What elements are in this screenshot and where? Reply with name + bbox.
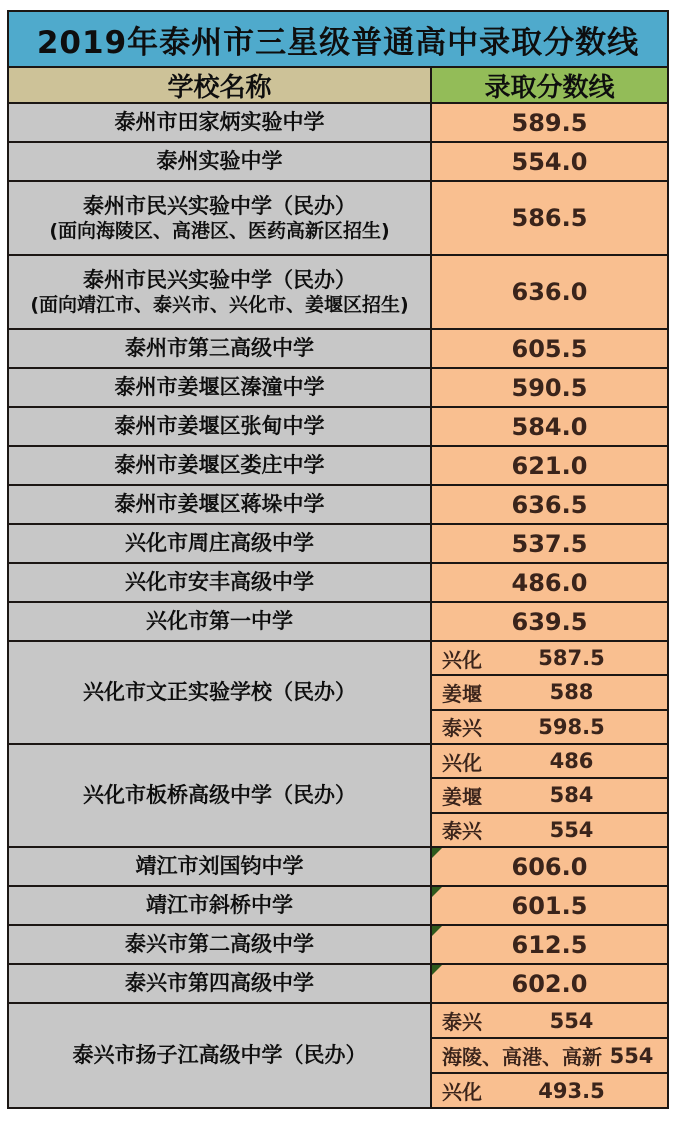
table-header-row	[9, 68, 667, 104]
score-cell	[432, 256, 667, 328]
school-name: 泰州市第三高级中学	[125, 336, 314, 361]
cell-corner-marker-icon	[432, 848, 442, 858]
score-cell	[432, 642, 667, 743]
region-label: 姜堰	[442, 681, 482, 706]
region-score-value: 554	[549, 1008, 594, 1033]
school-name: 泰州实验中学	[156, 149, 283, 174]
table-row	[9, 447, 667, 486]
score-cell	[432, 965, 667, 1002]
school-name: 泰州市姜堰区娄庄中学	[114, 453, 325, 478]
page-title: 2019年泰州市三星级普通高中录取分数线	[9, 12, 667, 68]
school-name: 泰兴市扬子江高级中学（民办）	[72, 1043, 367, 1068]
score-sub-row	[432, 676, 667, 710]
school-name-cell	[9, 887, 432, 924]
region-score-value: 554	[609, 1043, 654, 1068]
table-row	[9, 143, 667, 182]
region-score-value: 598.5	[538, 714, 605, 739]
school-name: 靖江市斜桥中学	[146, 893, 293, 918]
score-sub-row	[432, 642, 667, 676]
score-cell	[432, 182, 667, 254]
score-sub-row	[432, 1074, 667, 1107]
table-row	[9, 564, 667, 603]
school-name: 兴化市周庄高级中学	[125, 531, 314, 556]
score-value: 621.0	[511, 451, 588, 480]
school-name: 泰州市田家炳实验中学	[114, 110, 325, 135]
school-name: 泰州市姜堰区张甸中学	[114, 414, 325, 439]
school-name-cell	[9, 745, 432, 846]
school-name: 兴化市第一中学	[146, 609, 293, 634]
table-row	[9, 369, 667, 408]
table-row	[9, 408, 667, 447]
region-score-value: 588	[549, 680, 594, 705]
school-name: 泰州市民兴实验中学（民办）	[83, 194, 356, 219]
table-row	[9, 486, 667, 525]
school-name-cell	[9, 1004, 432, 1107]
region-score-value: 554	[549, 817, 594, 842]
score-cell	[432, 564, 667, 601]
score-value: 636.5	[511, 490, 588, 519]
school-name: 泰州市民兴实验中学（民办）	[83, 268, 356, 293]
table-row	[9, 965, 667, 1004]
region-label: 姜堰	[442, 784, 482, 809]
region-label: 兴化	[442, 647, 482, 672]
score-sub-row	[432, 711, 667, 743]
school-name-cell	[9, 965, 432, 1002]
table-body	[9, 104, 667, 1107]
score-value: 537.5	[511, 529, 588, 558]
score-value: 590.5	[511, 373, 588, 402]
school-name: 兴化市文正实验学校（民办）	[83, 680, 356, 705]
score-cell	[432, 745, 667, 846]
table-row	[9, 887, 667, 926]
table-row	[9, 104, 667, 143]
score-value: 554.0	[511, 147, 588, 176]
school-name-cell	[9, 104, 432, 141]
score-cell	[432, 848, 667, 885]
region-label: 泰兴	[442, 1010, 482, 1034]
school-name-cell	[9, 182, 432, 254]
score-cell	[432, 330, 667, 367]
region-label: 泰兴	[442, 716, 482, 741]
school-name-cell	[9, 525, 432, 562]
score-value: 612.5	[511, 930, 588, 959]
table-row	[9, 926, 667, 965]
region-label: 泰兴	[442, 819, 482, 844]
school-name: 泰兴市第二高级中学	[125, 932, 314, 957]
score-cell	[432, 408, 667, 445]
score-value: 586.5	[511, 204, 588, 232]
score-value: 605.5	[511, 334, 588, 363]
score-value: 639.5	[511, 607, 588, 636]
school-name-cell	[9, 564, 432, 601]
table-row	[9, 182, 667, 256]
score-sub-row	[432, 1004, 667, 1039]
school-admission-scope-note: (面向靖江市、泰兴市、兴化市、姜堰区招生)	[30, 293, 409, 316]
region-score-value: 486	[549, 749, 594, 774]
school-name-cell	[9, 848, 432, 885]
school-name-cell	[9, 256, 432, 328]
table-row	[9, 642, 667, 745]
score-value: 636.0	[511, 278, 588, 306]
score-cell	[432, 926, 667, 963]
school-name: 兴化市安丰高级中学	[125, 570, 314, 595]
cell-corner-marker-icon	[432, 965, 442, 975]
table-row	[9, 256, 667, 330]
school-name-cell	[9, 330, 432, 367]
region-label: 兴化	[442, 750, 482, 775]
school-name-cell	[9, 408, 432, 445]
cell-corner-marker-icon	[432, 926, 442, 936]
table-row	[9, 1004, 667, 1107]
school-name-cell	[9, 486, 432, 523]
school-name-cell	[9, 642, 432, 743]
column-header-school-name	[9, 68, 432, 102]
school-name-cell	[9, 369, 432, 406]
region-score-value: 493.5	[538, 1078, 605, 1103]
school-name: 兴化市板桥高级中学（民办）	[83, 783, 356, 808]
region-label: 兴化	[442, 1080, 482, 1104]
region-label: 海陵、高港、高新	[442, 1045, 602, 1069]
score-cell	[432, 447, 667, 484]
score-cell	[432, 1004, 667, 1107]
column-header-score-line	[432, 68, 667, 102]
school-name-cell	[9, 926, 432, 963]
school-name-cell	[9, 143, 432, 180]
score-cell	[432, 887, 667, 924]
score-cell	[432, 143, 667, 180]
score-value: 584.0	[511, 412, 588, 441]
school-name-header-label: 学校名称	[167, 72, 272, 103]
table-row	[9, 525, 667, 564]
score-sub-row	[432, 1039, 667, 1074]
school-name: 靖江市刘国钧中学	[135, 854, 304, 879]
table-row	[9, 330, 667, 369]
score-line-header-label: 录取分数线	[484, 72, 615, 103]
region-score-value: 584	[549, 783, 594, 808]
school-name: 泰州市姜堰区蒋垛中学	[114, 492, 325, 517]
region-score-value: 587.5	[538, 646, 605, 671]
score-sub-row	[432, 745, 667, 779]
score-cell	[432, 525, 667, 562]
table-row	[9, 745, 667, 848]
school-name-cell	[9, 603, 432, 640]
table-row	[9, 603, 667, 642]
score-cell	[432, 486, 667, 523]
score-sub-row	[432, 779, 667, 813]
score-cell	[432, 369, 667, 406]
score-value: 606.0	[511, 852, 588, 881]
school-name: 泰州市姜堰区溱潼中学	[114, 375, 325, 400]
score-value: 601.5	[511, 891, 588, 920]
table-row	[9, 848, 667, 887]
school-name-cell	[9, 447, 432, 484]
cell-corner-marker-icon	[432, 887, 442, 897]
school-name: 泰兴市第四高级中学	[125, 971, 314, 996]
school-admission-scope-note: (面向海陵区、高港区、医药高新区招生)	[49, 219, 390, 242]
score-value: 589.5	[511, 108, 588, 137]
score-cell	[432, 104, 667, 141]
score-sub-row	[432, 814, 667, 846]
score-value: 486.0	[511, 568, 588, 597]
score-value: 602.0	[511, 969, 588, 998]
score-cell	[432, 603, 667, 640]
score-table	[7, 10, 669, 1109]
